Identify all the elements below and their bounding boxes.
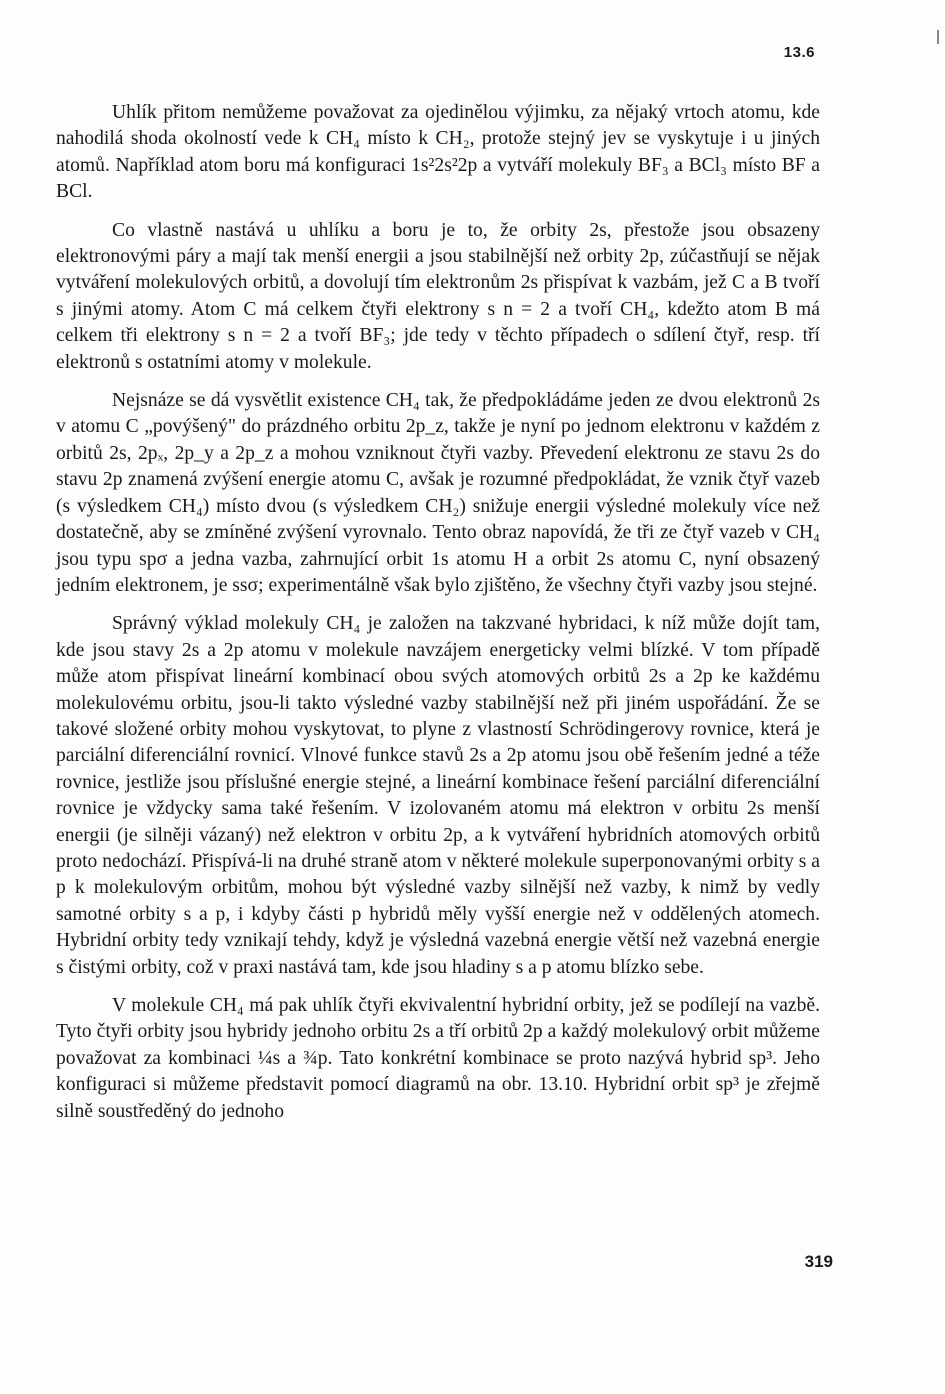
body-text xyxy=(56,100,820,1125)
page-edge-mark xyxy=(937,30,939,44)
paragraph-4: Správný výklad molekuly CH₄ je založen na takzvané hybridaci, k níž může dojít tam, kde jsou stavy 2s a 2p atomu v molekule navzájem energeticky velmi blízké. V tom případě může atom přispívat lineární kombinací obou svých atomových orbitů 2s a 2p ke každému molekulovému orbitu, jsou-li takto výsledné vazby stabilnější než při jiném uspořádání. Že se takové složené orbity mohou vyskytovat, to plyne z vlastností Schrödingerovy rovnice, která je parciální diferenciální rovnicí. Vlnové funkce stavů 2s a 2p atomu jsou obě řešením jedné a téže rovnice, jestliže jsou příslušné energie stejné, a lineární kombinace řešení parciální diferenciální rovnice je vždycky sama také řešením. V izolovaném atomu má elektron v orbitu 2s menší energii (je silněji vázaný) než elektron v orbitu 2p, a k vytváření hybridních atomových orbitů proto nedochází. Přispívá-li na druhé straně atom v některé molekule superponovanými orbity s a p k molekulovým orbitům, mohou být výsledné vazby silnější než vazby, k nimž by vedly samotné orbity s a p, i kdyby části p hybridů měly vyšší energie než v oddělených atomech. Hybridní orbity tedy vznikají tehdy, když je výsledná vazebná energie větší než vazebná energie s čistými orbity, což v praxi nastává tam, kde jsou hladiny s a p atomu blízko sebe. xyxy=(56,613,820,978)
paragraph-5: V molekule CH₄ má pak uhlík čtyři ekvivalentní hybridní orbity, jež se podílejí na vazbě. Tyto čtyři orbity jsou hybridy jednoho orbitu 2s a tří orbitů 2p a každý molekulový orbit můžeme považovat za kombinaci ¼s a ¾p. Tato konkrétní kombinace se proto nazývá hybrid sp³. Jeho konfiguraci si můžeme představit pomocí diagramů na obr. 13.10. Hybridní orbit sp³ je zřejmě silně soustředěný do jednoho xyxy=(56,995,820,1122)
section-number: 13.6 xyxy=(783,44,815,61)
page-number: 319 xyxy=(804,1252,833,1271)
paragraph-3: Nejsnáze se dá vysvětlit existence CH₄ tak, že předpokládáme jeden ze dvou elektronů 2s v atomu C „povýšený" do prázdného orbitu 2p_z, takže je nyní po jednom elektronu v každém z orbitů 2s, 2pₓ, 2p_y a 2p_z a mohou vzniknout čtyři vazby. Převedení elektronu ze stavu 2s do stavu 2p znamená zvýšení energie atomu C, avšak je rozumné předpokládat, že vznik čtyř vazeb (s výsledkem CH₄) místo dvou (s výsledkem CH₂) snižuje energii výsledné molekuly více než dostatečně, aby se zmíněné zvýšení vyrovnalo. Tento obraz napovídá, že tři ze čtyř vazeb v CH₄ jsou typu spσ a jedna vazba, zahrnující orbit 1s atomu H a orbit 2s atomu C, nyní obsazený jedním elektronem, je ssσ; experimentálně však bylo zjištěno, že všechny čtyři vazby jsou stejné. xyxy=(56,390,820,596)
paragraph-1: Uhlík přitom nemůžeme považovat za ojedinělou výjimku, za nějaký vrtoch atomu, kde nahodilá shoda okolností vede k CH₄ místo k CH₂, protože stejný jev se vyskytuje i u jiných atomů. Například atom boru má konfiguraci 1s²2s²2p a vytváří molekuly BF₃ a BCl₃ místo BF a BCl. xyxy=(56,102,820,203)
paragraph-2: Co vlastně nastává u uhlíku a boru je to, že orbity 2s, přestože jsou obsazeny elektronovými páry a mají tak menší energii a jsou stabilnější než orbity 2p, zúčastňují se nějak vytváření molekulových orbitů, a dovolují tím elektronům 2s přispívat k vazbám, jež C a B tvoří s jinými atomy. Atom C má celkem čtyři elektrony s n = 2 a tvoří CH₄, kdežto atom B má celkem tři elektrony s n = 2 a tvoří BF₃; jde tedy v těchto případech o sdílení čtyř, resp. tří elektronů s ostatními atomy v molekule. xyxy=(56,219,820,373)
